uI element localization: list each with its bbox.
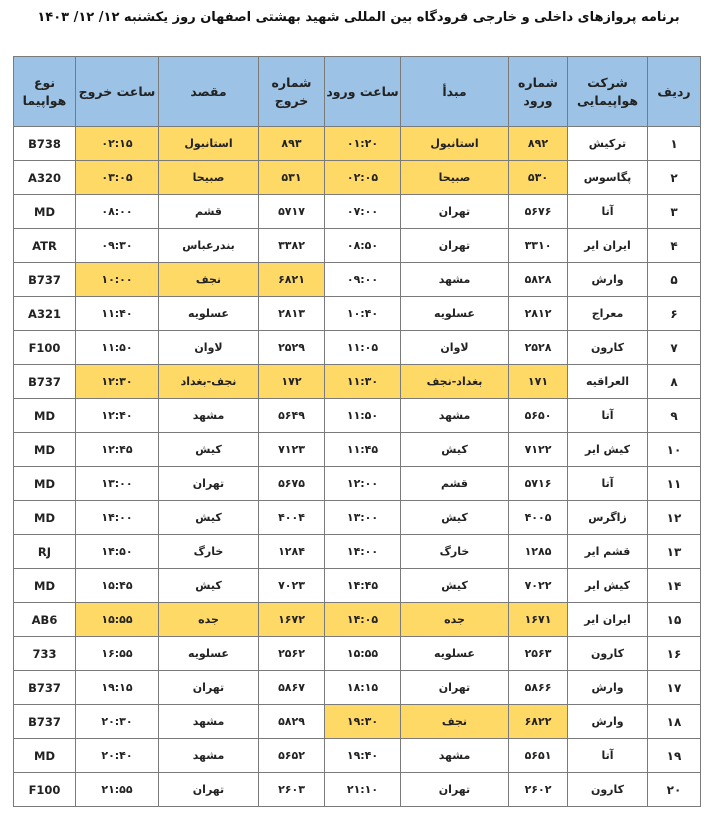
- header-arrival-time: ساعت ورود: [325, 57, 401, 127]
- destination-cell: بندرعباس: [159, 229, 259, 263]
- airline-cell: کیش ایر: [568, 569, 648, 603]
- arrival-time-cell: ۰۹:۰۰: [325, 263, 401, 297]
- origin-cell: صبیحا: [401, 161, 509, 195]
- arrival-number-cell: ۷۱۲۲: [509, 433, 568, 467]
- row-number-cell: ۱۷: [648, 671, 701, 705]
- page-title: برنامه پروازهای داخلی و خارجی فرودگاه بین المللی شهید بهشتی اصفهان روز یکشنبه ۱۲/ ۱۲/ ۱۴۰۳: [37, 10, 680, 25]
- arrival-number-cell: ۲۸۱۲: [509, 297, 568, 331]
- departure-time-cell: ۱۹:۱۵: [76, 671, 159, 705]
- departure-time-cell: ۲۰:۴۰: [76, 739, 159, 773]
- arrival-number-cell: ۵۸۲۸: [509, 263, 568, 297]
- arrival-time-cell: ۱۵:۵۵: [325, 637, 401, 671]
- table-row: [14, 501, 701, 535]
- aircraft-type-cell: B737: [14, 365, 76, 399]
- table-row: [14, 297, 701, 331]
- destination-cell: تهران: [159, 671, 259, 705]
- table-row: [14, 331, 701, 365]
- arrival-time-cell: ۱۳:۰۰: [325, 501, 401, 535]
- header-departure-time: ساعت خروج: [76, 57, 159, 127]
- aircraft-type-cell: A320: [14, 161, 76, 195]
- airline-cell: وارش: [568, 705, 648, 739]
- row-number-cell: ۶: [648, 297, 701, 331]
- departure-time-cell: ۱۲:۳۰: [76, 365, 159, 399]
- row-number-cell: ۱۱: [648, 467, 701, 501]
- origin-cell: بغداد-نجف: [401, 365, 509, 399]
- origin-cell: کیش: [401, 569, 509, 603]
- origin-cell: عسلویه: [401, 637, 509, 671]
- row-number-cell: ۲۰: [648, 773, 701, 807]
- header-destination: مقصد: [159, 57, 259, 127]
- airline-cell: کیش ایر: [568, 433, 648, 467]
- arrival-number-cell: ۵۶۷۶: [509, 195, 568, 229]
- destination-cell: مشهد: [159, 739, 259, 773]
- departure-number-cell: ۵۶۷۵: [259, 467, 325, 501]
- table-row: [14, 739, 701, 773]
- arrival-number-cell: ۶۸۲۲: [509, 705, 568, 739]
- airline-cell: العراقیه: [568, 365, 648, 399]
- aircraft-type-cell: ATR: [14, 229, 76, 263]
- row-number-cell: ۱۴: [648, 569, 701, 603]
- airline-cell: کارون: [568, 331, 648, 365]
- arrival-time-cell: ۰۲:۰۵: [325, 161, 401, 195]
- arrival-number-cell: ۱۶۷۱: [509, 603, 568, 637]
- origin-cell: تهران: [401, 671, 509, 705]
- table-row: [14, 161, 701, 195]
- departure-time-cell: ۲۰:۳۰: [76, 705, 159, 739]
- departure-number-cell: ۳۳۸۲: [259, 229, 325, 263]
- arrival-time-cell: ۱۴:۰۵: [325, 603, 401, 637]
- aircraft-type-cell: B737: [14, 705, 76, 739]
- airline-cell: کارون: [568, 637, 648, 671]
- row-number-cell: ۲: [648, 161, 701, 195]
- table-row: [14, 603, 701, 637]
- table-row: [14, 433, 701, 467]
- destination-cell: کیش: [159, 433, 259, 467]
- origin-cell: استانبول: [401, 127, 509, 161]
- arrival-time-cell: ۲۱:۱۰: [325, 773, 401, 807]
- table-row: [14, 263, 701, 297]
- departure-number-cell: ۱۶۷۲: [259, 603, 325, 637]
- aircraft-type-cell: MD: [14, 433, 76, 467]
- arrival-number-cell: ۸۹۲: [509, 127, 568, 161]
- arrival-number-cell: ۵۷۱۶: [509, 467, 568, 501]
- origin-cell: خارگ: [401, 535, 509, 569]
- aircraft-type-cell: MD: [14, 501, 76, 535]
- destination-cell: جده: [159, 603, 259, 637]
- aircraft-type-cell: A321: [14, 297, 76, 331]
- arrival-number-cell: ۴۰۰۵: [509, 501, 568, 535]
- departure-time-cell: ۰۹:۳۰: [76, 229, 159, 263]
- destination-cell: نجف-بغداد: [159, 365, 259, 399]
- airline-cell: ایران ایر: [568, 603, 648, 637]
- arrival-time-cell: ۱۲:۰۰: [325, 467, 401, 501]
- arrival-time-cell: ۰۷:۰۰: [325, 195, 401, 229]
- destination-cell: کیش: [159, 501, 259, 535]
- departure-time-cell: ۲۱:۵۵: [76, 773, 159, 807]
- arrival-number-cell: ۵۳۰: [509, 161, 568, 195]
- destination-cell: استانبول: [159, 127, 259, 161]
- table-row: [14, 705, 701, 739]
- aircraft-type-cell: MD: [14, 739, 76, 773]
- airline-cell: کارون: [568, 773, 648, 807]
- aircraft-type-cell: RJ: [14, 535, 76, 569]
- departure-time-cell: ۱۳:۰۰: [76, 467, 159, 501]
- table-row: [14, 637, 701, 671]
- row-number-cell: ۱۳: [648, 535, 701, 569]
- departure-time-cell: ۰۸:۰۰: [76, 195, 159, 229]
- departure-number-cell: ۵۷۱۷: [259, 195, 325, 229]
- aircraft-type-cell: MD: [14, 399, 76, 433]
- airline-cell: آتا: [568, 467, 648, 501]
- table-row: [14, 399, 701, 433]
- row-number-cell: ۱۲: [648, 501, 701, 535]
- aircraft-type-cell: MD: [14, 467, 76, 501]
- row-number-cell: ۱۸: [648, 705, 701, 739]
- departure-time-cell: ۱۲:۴۵: [76, 433, 159, 467]
- departure-time-cell: ۱۵:۴۵: [76, 569, 159, 603]
- departure-time-cell: ۰۲:۱۵: [76, 127, 159, 161]
- arrival-time-cell: ۱۱:۰۵: [325, 331, 401, 365]
- table-row: [14, 127, 701, 161]
- arrival-time-cell: ۱۸:۱۵: [325, 671, 401, 705]
- origin-cell: لاوان: [401, 331, 509, 365]
- aircraft-type-cell: AB6: [14, 603, 76, 637]
- table-row: [14, 535, 701, 569]
- departure-number-cell: ۵۸۶۷: [259, 671, 325, 705]
- aircraft-type-cell: B737: [14, 671, 76, 705]
- aircraft-type-cell: B737: [14, 263, 76, 297]
- airline-cell: آتا: [568, 399, 648, 433]
- row-number-cell: ۴: [648, 229, 701, 263]
- aircraft-type-cell: 733: [14, 637, 76, 671]
- origin-cell: مشهد: [401, 399, 509, 433]
- departure-number-cell: ۱۷۲: [259, 365, 325, 399]
- aircraft-type-cell: MD: [14, 569, 76, 603]
- table-row: [14, 671, 701, 705]
- departure-time-cell: ۱۰:۰۰: [76, 263, 159, 297]
- departure-number-cell: ۵۶۴۹: [259, 399, 325, 433]
- destination-cell: عسلویه: [159, 637, 259, 671]
- airline-cell: آتا: [568, 739, 648, 773]
- destination-cell: مشهد: [159, 705, 259, 739]
- origin-cell: کیش: [401, 501, 509, 535]
- arrival-number-cell: ۵۶۵۰: [509, 399, 568, 433]
- table-row: [14, 467, 701, 501]
- header-departure-number: شماره خروج: [259, 57, 325, 127]
- arrival-number-cell: ۵۸۶۶: [509, 671, 568, 705]
- table-row: [14, 569, 701, 603]
- airline-cell: وارش: [568, 263, 648, 297]
- departure-time-cell: ۱۶:۵۵: [76, 637, 159, 671]
- arrival-number-cell: ۵۶۵۱: [509, 739, 568, 773]
- origin-cell: مشهد: [401, 263, 509, 297]
- origin-cell: عسلویه: [401, 297, 509, 331]
- row-number-cell: ۳: [648, 195, 701, 229]
- arrival-time-cell: ۱۹:۳۰: [325, 705, 401, 739]
- origin-cell: مشهد: [401, 739, 509, 773]
- airline-cell: آتا: [568, 195, 648, 229]
- origin-cell: قشم: [401, 467, 509, 501]
- arrival-time-cell: ۱۱:۴۵: [325, 433, 401, 467]
- row-number-cell: ۱۶: [648, 637, 701, 671]
- destination-cell: تهران: [159, 467, 259, 501]
- airline-cell: پگاسوس: [568, 161, 648, 195]
- table-row: [14, 773, 701, 807]
- row-number-cell: ۱: [648, 127, 701, 161]
- header-origin: مبدأ: [401, 57, 509, 127]
- departure-time-cell: ۱۲:۴۰: [76, 399, 159, 433]
- arrival-time-cell: ۱۴:۴۵: [325, 569, 401, 603]
- arrival-time-cell: ۱۰:۴۰: [325, 297, 401, 331]
- destination-cell: صبیحا: [159, 161, 259, 195]
- departure-number-cell: ۲۵۲۹: [259, 331, 325, 365]
- arrival-time-cell: ۰۱:۲۰: [325, 127, 401, 161]
- departure-number-cell: ۶۸۲۱: [259, 263, 325, 297]
- header-arrival-number: شماره ورود: [509, 57, 568, 127]
- destination-cell: قشم: [159, 195, 259, 229]
- header-row-number: ردیف: [648, 57, 701, 127]
- destination-cell: کیش: [159, 569, 259, 603]
- departure-number-cell: ۵۶۵۲: [259, 739, 325, 773]
- arrival-number-cell: ۳۳۱۰: [509, 229, 568, 263]
- departure-number-cell: ۴۰۰۴: [259, 501, 325, 535]
- airline-cell: زاگرس: [568, 501, 648, 535]
- table-row: [14, 365, 701, 399]
- arrival-number-cell: ۲۶۰۲: [509, 773, 568, 807]
- departure-number-cell: ۵۳۱: [259, 161, 325, 195]
- row-number-cell: ۷: [648, 331, 701, 365]
- arrival-time-cell: ۰۸:۵۰: [325, 229, 401, 263]
- row-number-cell: ۵: [648, 263, 701, 297]
- row-number-cell: ۱۹: [648, 739, 701, 773]
- table-row: [14, 195, 701, 229]
- arrival-number-cell: ۲۵۶۳: [509, 637, 568, 671]
- departure-number-cell: ۸۹۳: [259, 127, 325, 161]
- destination-cell: مشهد: [159, 399, 259, 433]
- airline-cell: ایران ایر: [568, 229, 648, 263]
- departure-time-cell: ۱۴:۵۰: [76, 535, 159, 569]
- destination-cell: عسلویه: [159, 297, 259, 331]
- arrival-number-cell: ۱۲۸۵: [509, 535, 568, 569]
- row-number-cell: ۱۰: [648, 433, 701, 467]
- arrival-time-cell: ۱۴:۰۰: [325, 535, 401, 569]
- departure-time-cell: ۱۵:۵۵: [76, 603, 159, 637]
- row-number-cell: ۱۵: [648, 603, 701, 637]
- origin-cell: کیش: [401, 433, 509, 467]
- arrival-time-cell: ۱۱:۵۰: [325, 399, 401, 433]
- departure-number-cell: ۱۲۸۴: [259, 535, 325, 569]
- arrival-number-cell: ۲۵۲۸: [509, 331, 568, 365]
- departure-number-cell: ۲۸۱۳: [259, 297, 325, 331]
- origin-cell: تهران: [401, 229, 509, 263]
- arrival-time-cell: ۱۱:۳۰: [325, 365, 401, 399]
- destination-cell: نجف: [159, 263, 259, 297]
- destination-cell: خارگ: [159, 535, 259, 569]
- aircraft-type-cell: B738: [14, 127, 76, 161]
- airline-cell: معراج: [568, 297, 648, 331]
- header-aircraft-type: نوع هواپیما: [14, 57, 76, 127]
- airline-cell: وارش: [568, 671, 648, 705]
- row-number-cell: ۸: [648, 365, 701, 399]
- departure-time-cell: ۱۱:۴۰: [76, 297, 159, 331]
- row-number-cell: ۹: [648, 399, 701, 433]
- destination-cell: تهران: [159, 773, 259, 807]
- table-header-row: [14, 57, 701, 127]
- flight-schedule-table: [13, 56, 701, 807]
- airline-cell: ترکیش: [568, 127, 648, 161]
- origin-cell: جده: [401, 603, 509, 637]
- airline-cell: قشم ایر: [568, 535, 648, 569]
- departure-number-cell: ۷۱۲۳: [259, 433, 325, 467]
- departure-number-cell: ۷۰۲۳: [259, 569, 325, 603]
- departure-time-cell: ۰۳:۰۵: [76, 161, 159, 195]
- departure-number-cell: ۲۶۰۳: [259, 773, 325, 807]
- departure-time-cell: ۱۱:۵۰: [76, 331, 159, 365]
- aircraft-type-cell: F100: [14, 773, 76, 807]
- header-airline: شرکت هواپیمایی: [568, 57, 648, 127]
- departure-time-cell: ۱۴:۰۰: [76, 501, 159, 535]
- destination-cell: لاوان: [159, 331, 259, 365]
- origin-cell: تهران: [401, 195, 509, 229]
- arrival-number-cell: ۱۷۱: [509, 365, 568, 399]
- aircraft-type-cell: F100: [14, 331, 76, 365]
- arrival-number-cell: ۷۰۲۲: [509, 569, 568, 603]
- departure-number-cell: ۲۵۶۲: [259, 637, 325, 671]
- departure-number-cell: ۵۸۲۹: [259, 705, 325, 739]
- table-row: [14, 229, 701, 263]
- origin-cell: تهران: [401, 773, 509, 807]
- origin-cell: نجف: [401, 705, 509, 739]
- arrival-time-cell: ۱۹:۴۰: [325, 739, 401, 773]
- aircraft-type-cell: MD: [14, 195, 76, 229]
